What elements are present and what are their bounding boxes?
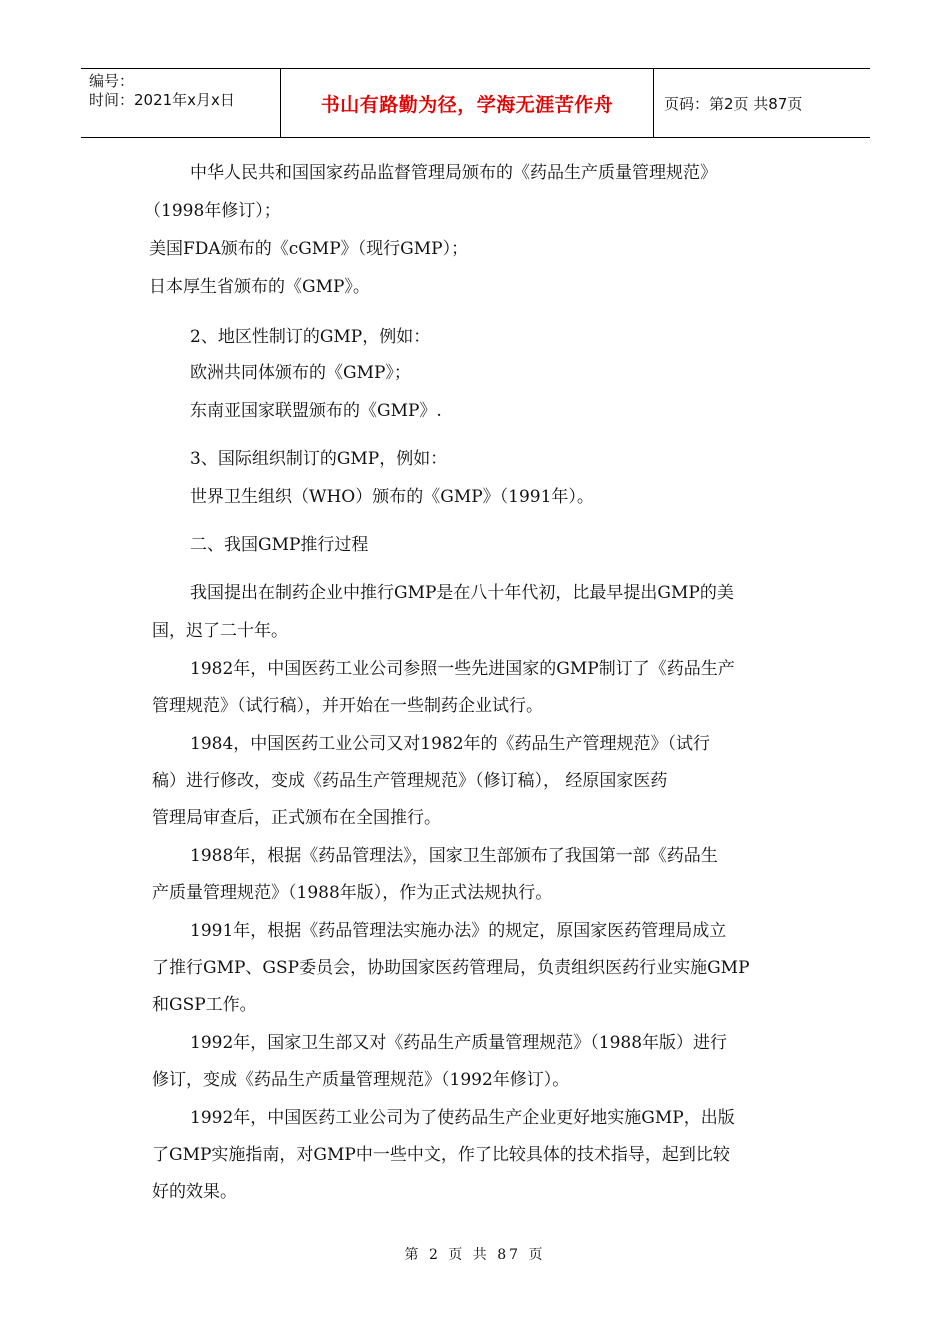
text-line: 3、国际组织制订的GMP，例如： [190, 449, 448, 469]
text-line: 欧洲共同体颁布的《GMP》； [190, 363, 411, 383]
text-line: 1988年，根据《药品管理法》，国家卫生部颁布了我国第一部《药品生 [190, 846, 718, 866]
section-heading: 二、我国GMP推行过程 [190, 535, 369, 555]
text-line: 世界卫生组织（WHO）颁布的《GMP》（1991年）。 [190, 487, 594, 507]
text-line: 管理局审查后，正式颁布在全国推行。 [152, 808, 441, 828]
text-line: 1982年，中国医药工业公司参照一些先进国家的GMP制订了《药品生产 [190, 659, 735, 679]
text-line: 管理规范》（试行稿），并开始在一些制药企业试行。 [152, 696, 543, 716]
page-header [81, 68, 870, 138]
number-label: 编号： [89, 72, 135, 90]
text-line: 1984，中国医药工业公司又对1982年的《药品生产管理规范》（试行 [190, 734, 711, 754]
text-line: 修订，变成《药品生产质量管理规范》（1992年修订）。 [152, 1070, 570, 1090]
date-label: 时间：2021年x月x日 [89, 91, 235, 109]
text-line: 2、地区性制订的GMP，例如： [190, 327, 431, 347]
text-line: 稿）进行修改，变成《药品生产管理规范》（修订稿）， 经原国家医药 [152, 771, 668, 791]
page-info: 页码：第2页 共87页 [664, 94, 803, 113]
text-line: 好的效果。 [152, 1182, 237, 1202]
header-motto-cell [281, 69, 654, 137]
text-line: 1991年，根据《药品管理法实施办法》的规定，原国家医药管理局成立 [190, 921, 727, 941]
page-footer: 第 2 页 共 87 页 [404, 1247, 546, 1263]
text-line: 1992年，中国医药工业公司为了使药品生产企业更好地实施GMP，出版 [190, 1108, 735, 1128]
text-line: 了GMP实施指南，对GMP中一些中文，作了比较具体的技术指导，起到比较 [152, 1145, 730, 1165]
text-line: 日本厚生省颁布的《GMP》。 [149, 277, 370, 297]
text-line: 东南亚国家联盟颁布的《GMP》. [190, 401, 442, 421]
text-line: 产质量管理规范》（1988年版），作为正式法规执行。 [152, 883, 553, 903]
text-line: 中华人民共和国国家药品监督管理局颁布的《药品生产质量管理规范》 [190, 163, 717, 183]
text-line: 我国提出在制药企业中推行GMP是在八十年代初，比最早提出GMP的美 [190, 583, 734, 603]
text-line: 了推行GMP、GSP委员会，协助国家医药管理局，负责组织医药行业实施GMP [152, 958, 750, 978]
text-line: 国，迟了二十年。 [152, 621, 288, 641]
header-meta [81, 69, 281, 137]
text-line: 和GSP工作。 [152, 995, 257, 1015]
motto-text: 书山有路勤为径，学海无涯苦作舟 [320, 93, 614, 116]
text-line: 美国FDA颁布的《cGMP》（现行GMP）； [149, 239, 469, 259]
text-line: 1992年，国家卫生部又对《药品生产质量管理规范》（1988年版）进行 [190, 1033, 728, 1053]
text-line: （1998年修订）； [144, 201, 281, 221]
